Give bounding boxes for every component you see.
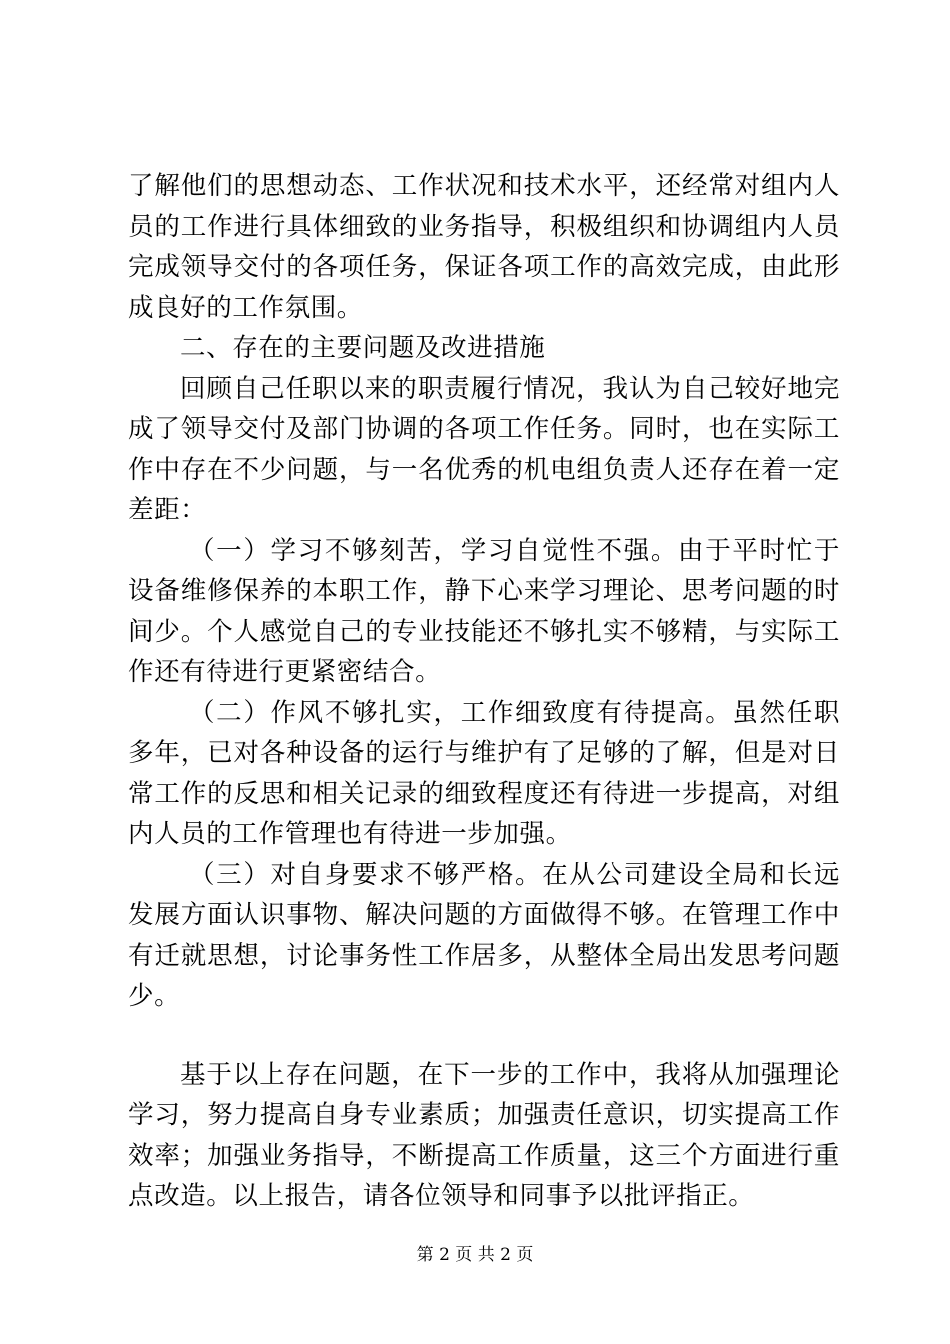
paragraph-issue-three: （三）对自身要求不够严格。在从公司建设全局和长远发展方面认识事物、解决问题的方面做得不够。在管理工作中有迁就思想，讨论事务性工作居多，从整体全局出发思考问题少。 (128, 859, 840, 1011)
paragraph-spacer (128, 1017, 840, 1055)
paragraph-issue-one: （一）学习不够刻苦，学习自觉性不强。由于平时忙于设备维修保养的本职工作，静下心来学习理论、思考问题的时间少。个人感觉自己的专业技能还不够扎实不够精，与实际工作还有待进行更紧密结合。 (128, 535, 840, 687)
document-body (128, 166, 840, 1217)
section-heading: 二、存在的主要问题及改进措施 (180, 333, 546, 363)
paragraph-review: 回顾自己任职以来的职责履行情况，我认为自己较好地完成了领导交付及部门协调的各项工作任务。同时，也在实际工作中存在不少问题，与一名优秀的机电组负责人还存在着一定差距： (128, 373, 840, 525)
page-footer: 第 2 页 共 2 页 (416, 1245, 534, 1265)
paragraph-issue-two: （二）作风不够扎实，工作细致度有待提高。虽然任职多年，已对各种设备的运行与维护有了足够的了解，但是对日常工作的反思和相关记录的细致程度还有待进一步提高，对组内人员的工作管理也有待进一步加强。 (128, 697, 840, 849)
paragraph-conclusion: 基于以上存在问题，在下一步的工作中，我将从加强理论学习，努力提高自身专业素质；加强责任意识，切实提高工作效率；加强业务指导，不断提高工作质量，这三个方面进行重点改造。以上报告，请各位领导和同事予以批评指正。 (128, 1059, 840, 1211)
paragraph-continuation: 了解他们的思想动态、工作状况和技术水平，还经常对组内人员的工作进行具体细致的业务指导，积极组织和协调组内人员完成领导交付的各项任务，保证各项工作的高效完成，由此形成良好的工作氛围。 (128, 171, 840, 323)
